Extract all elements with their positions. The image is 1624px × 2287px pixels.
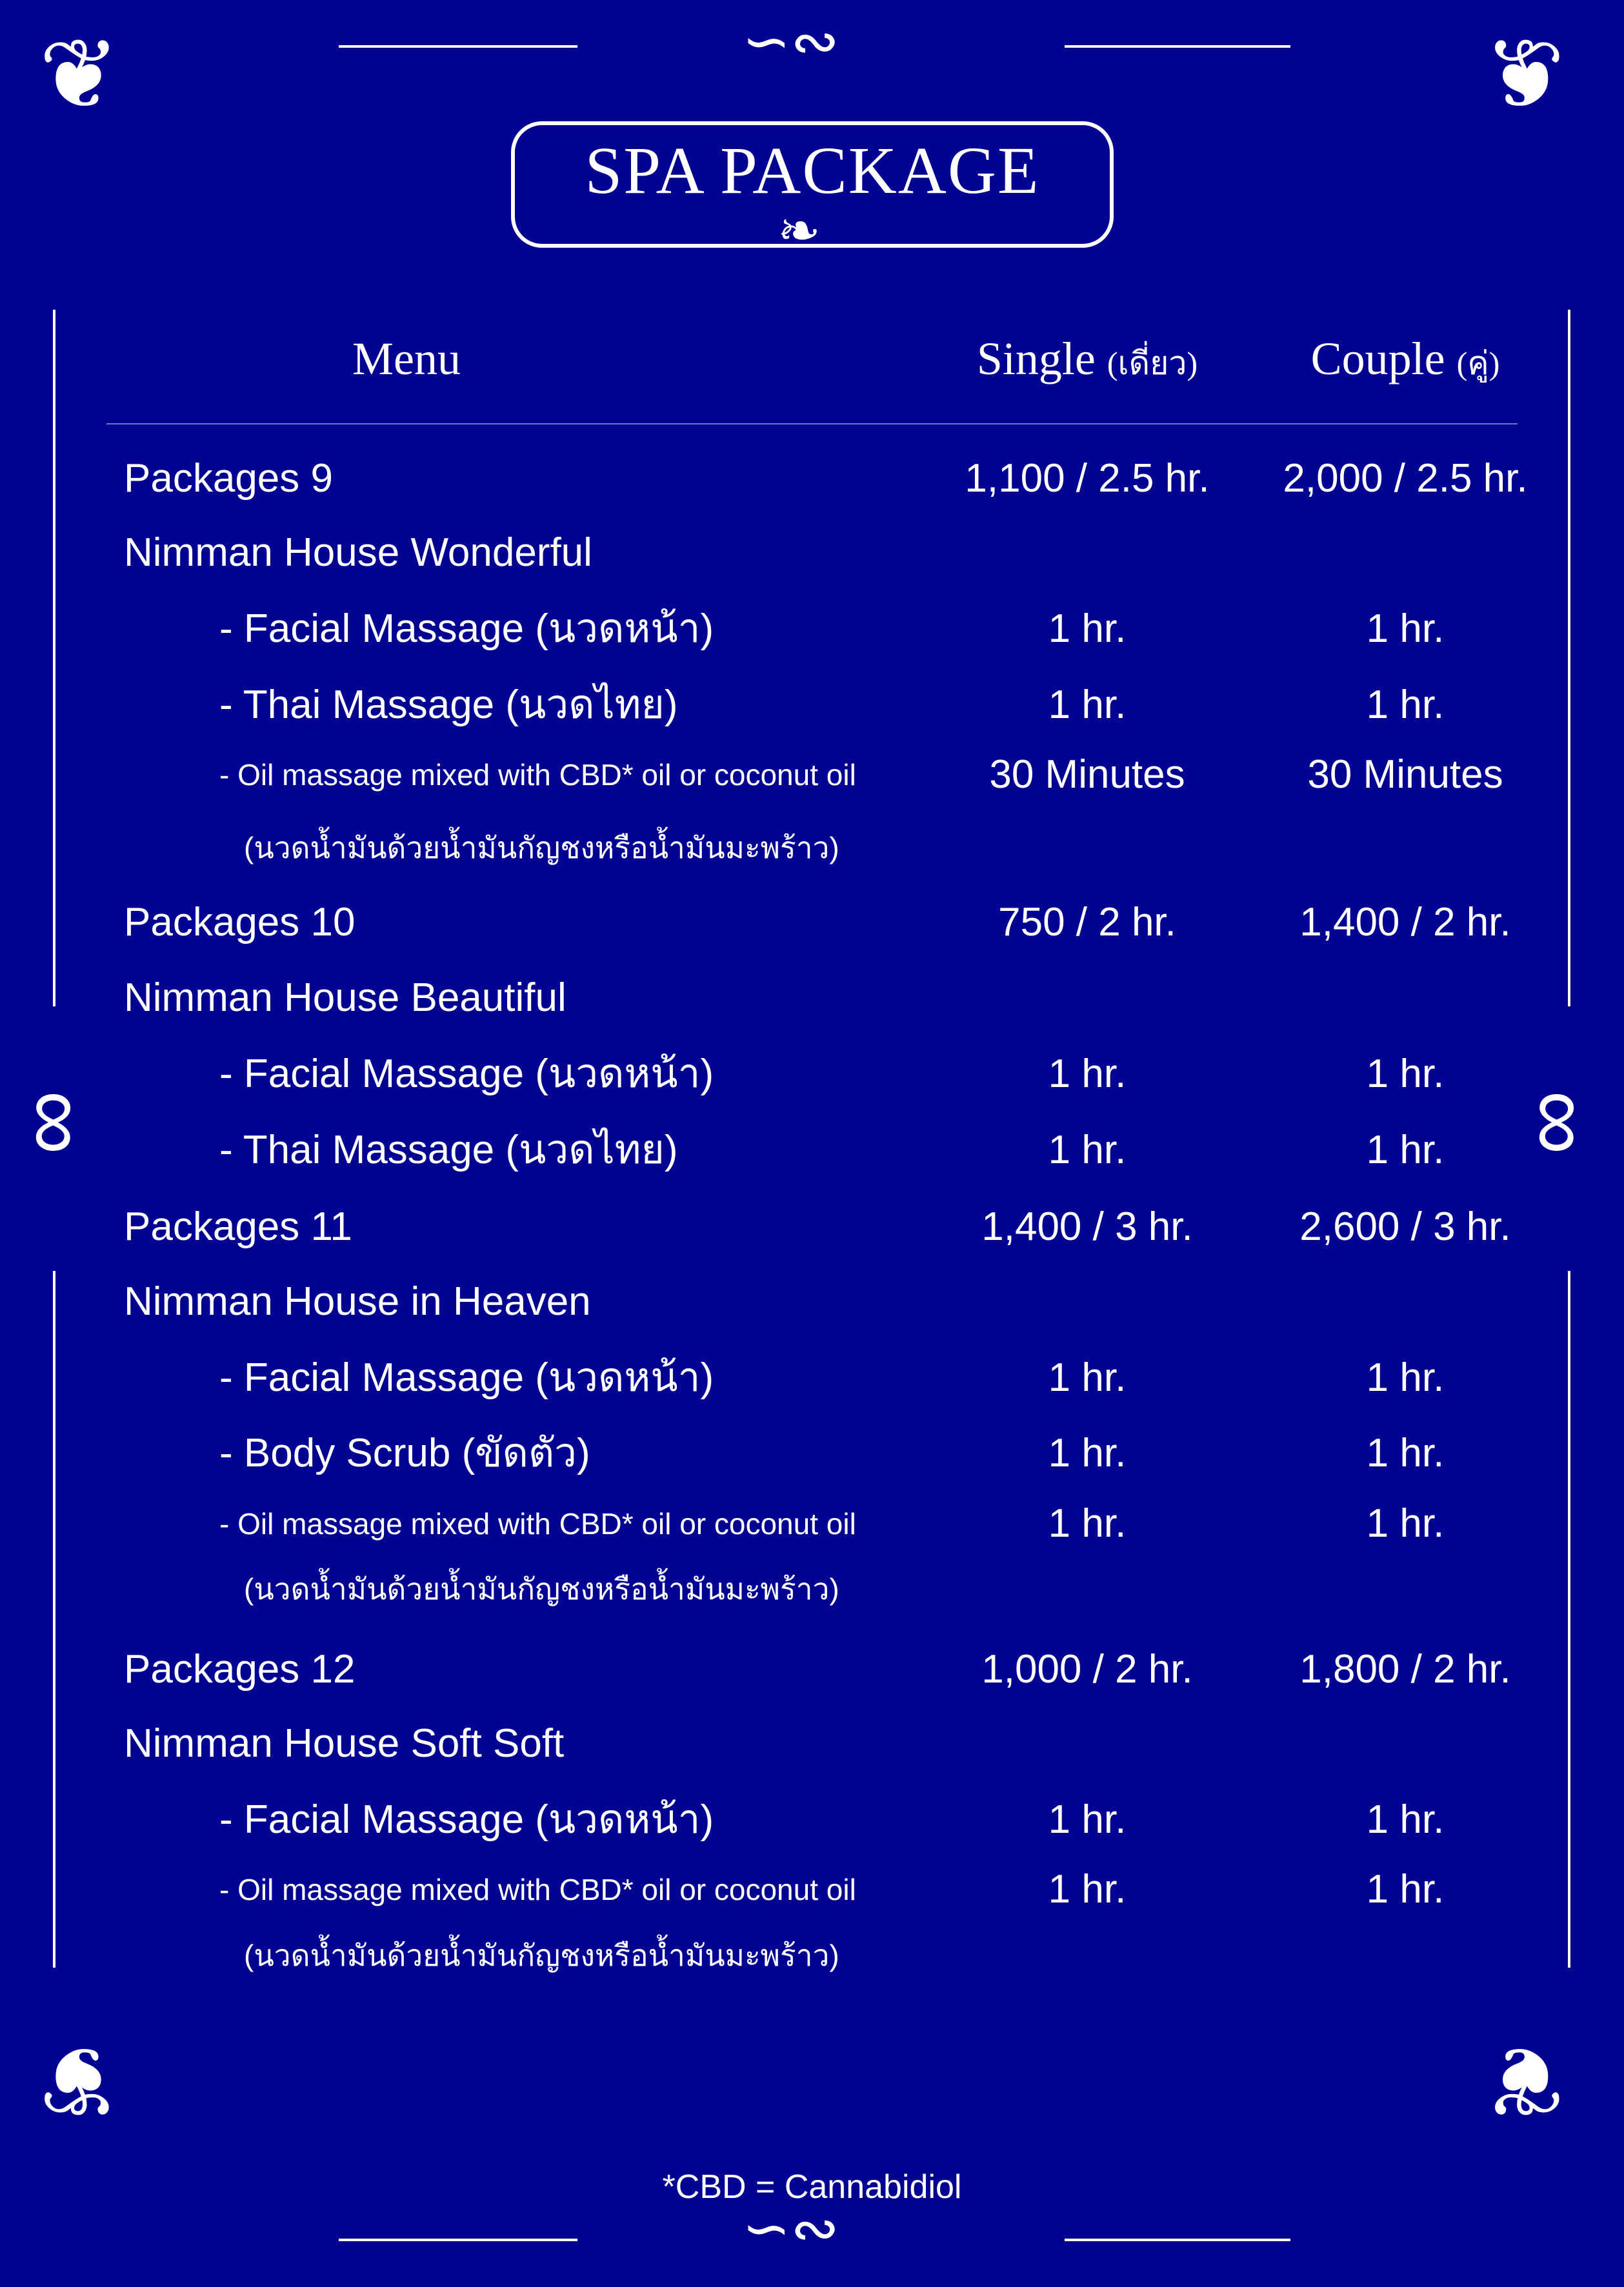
couple-price: 1 hr.	[1366, 606, 1445, 651]
package-row	[0, 972, 1624, 1024]
couple-header-thai: (คู่)	[1456, 345, 1500, 381]
service-row	[0, 822, 1624, 874]
footnote: *CBD = Cannabidiol	[662, 2168, 962, 2206]
package-row	[0, 527, 1624, 579]
row-label: (นวดน้ำมันด้วยน้ำมันกัญชงหรือน้ำมันมะพร้าว)	[244, 1572, 839, 1606]
service-row	[0, 749, 1624, 801]
couple-price: 2,000 / 2.5 hr.	[1283, 456, 1528, 501]
row-label: - Oil massage mixed with CBD* oil or coconut oil	[219, 1507, 856, 1541]
row-label: - Thai Massage (นวดไทย)	[219, 1128, 678, 1172]
column-header-couple	[1212, 332, 1599, 389]
service-row	[0, 603, 1624, 655]
top-left-rule	[339, 45, 577, 48]
package-row	[0, 1644, 1624, 1695]
couple-price: 1 hr.	[1366, 1431, 1445, 1475]
row-label: - Facial Massage (นวดหน้า)	[219, 1355, 714, 1400]
left-infinity-ornament-icon: ∞	[7, 1090, 109, 1155]
row-label: Nimman House Soft Soft	[124, 1721, 565, 1766]
service-row	[0, 1864, 1624, 1915]
row-label: Nimman House Wonderful	[124, 530, 592, 575]
service-row	[0, 1048, 1624, 1100]
couple-price: 1,400 / 2 hr.	[1299, 900, 1511, 944]
single-price: 1,100 / 2.5 hr.	[965, 456, 1210, 501]
bottom-right-rule	[1065, 2239, 1290, 2241]
row-label: Packages 10	[124, 900, 356, 944]
couple-price: 1 hr.	[1366, 1355, 1445, 1400]
row-label: Packages 9	[124, 456, 333, 501]
couple-price: 1 hr.	[1366, 1867, 1445, 1912]
row-label: - Facial Massage (นวดหน้า)	[219, 1797, 714, 1842]
single-price: 1,000 / 2 hr.	[981, 1647, 1193, 1692]
header-divider	[106, 423, 1518, 424]
service-row	[0, 1352, 1624, 1404]
single-price: 1 hr.	[1048, 1355, 1127, 1400]
service-row	[0, 679, 1624, 731]
column-header-menu	[213, 332, 600, 386]
row-label: Packages 12	[124, 1647, 356, 1692]
corner-flourish-icon: ❦	[39, 2026, 120, 2135]
row-label: Nimman House in Heaven	[124, 1279, 591, 1324]
single-header-thai: (เดี่ยว)	[1107, 345, 1198, 381]
single-header: Single	[976, 333, 1096, 384]
couple-header: Couple	[1310, 333, 1445, 384]
service-row	[0, 1498, 1624, 1550]
service-row	[0, 1563, 1624, 1615]
package-row	[0, 1276, 1624, 1328]
package-row	[0, 1201, 1624, 1253]
corner-flourish-icon: ❦	[1484, 2026, 1565, 2135]
single-price: 1 hr.	[1048, 1052, 1127, 1096]
single-price: 1 hr.	[1048, 1128, 1127, 1172]
couple-price: 1 hr.	[1366, 1797, 1445, 1842]
package-row	[0, 1718, 1624, 1770]
single-price: 1 hr.	[1048, 1797, 1127, 1842]
row-label: - Facial Massage (นวดหน้า)	[219, 1052, 714, 1096]
couple-price: 2,600 / 3 hr.	[1299, 1204, 1511, 1249]
row-label: - Facial Massage (นวดหน้า)	[219, 606, 714, 651]
service-row	[0, 1124, 1624, 1176]
single-price: 1 hr.	[1048, 683, 1127, 727]
title-flourish-icon: ❧	[777, 202, 821, 259]
couple-price: 1,800 / 2 hr.	[1299, 1647, 1511, 1692]
row-label: Nimman House Beautiful	[124, 975, 566, 1020]
package-row	[0, 453, 1624, 504]
single-price: 1 hr.	[1048, 606, 1127, 651]
right-infinity-ornament-icon: ∞	[1510, 1090, 1612, 1155]
single-price: 30 Minutes	[989, 752, 1185, 797]
row-label: - Body Scrub (ขัดตัว)	[219, 1431, 590, 1475]
single-price: 1 hr.	[1048, 1867, 1127, 1912]
couple-price: 30 Minutes	[1307, 752, 1503, 797]
single-price: 1 hr.	[1048, 1431, 1127, 1475]
row-label: - Oil massage mixed with CBD* oil or coconut oil	[219, 1873, 856, 1906]
corner-flourish-icon: ❦	[39, 20, 120, 128]
row-label: (นวดน้ำมันด้วยน้ำมันกัญชงหรือน้ำมันมะพร้าว)	[244, 831, 839, 864]
corner-flourish-icon: ❦	[1484, 20, 1565, 128]
package-row	[0, 897, 1624, 948]
single-price: 1 hr.	[1048, 1501, 1127, 1546]
single-price: 1,400 / 3 hr.	[981, 1204, 1193, 1249]
menu-header: Menu	[352, 333, 461, 384]
top-scroll-ornament-icon: ∽∾	[742, 10, 839, 74]
row-label: - Thai Massage (นวดไทย)	[219, 683, 678, 727]
couple-price: 1 hr.	[1366, 1128, 1445, 1172]
top-right-rule	[1065, 45, 1290, 48]
couple-price: 1 hr.	[1366, 1501, 1445, 1546]
row-label: - Oil massage mixed with CBD* oil or coconut oil	[219, 758, 856, 792]
service-row	[0, 1794, 1624, 1846]
service-row	[0, 1930, 1624, 1981]
couple-price: 1 hr.	[1366, 683, 1445, 727]
single-price: 750 / 2 hr.	[998, 900, 1176, 944]
row-label: Packages 11	[124, 1204, 352, 1249]
couple-price: 1 hr.	[1366, 1052, 1445, 1096]
bottom-scroll-ornament-icon: ∽∾	[742, 2197, 839, 2261]
bottom-left-rule	[339, 2239, 577, 2241]
row-label: (นวดน้ำมันด้วยน้ำมันกัญชงหรือน้ำมันมะพร้าว)	[244, 1939, 839, 1972]
service-row	[0, 1428, 1624, 1479]
page-title: SPA PACKAGE	[585, 134, 1040, 208]
